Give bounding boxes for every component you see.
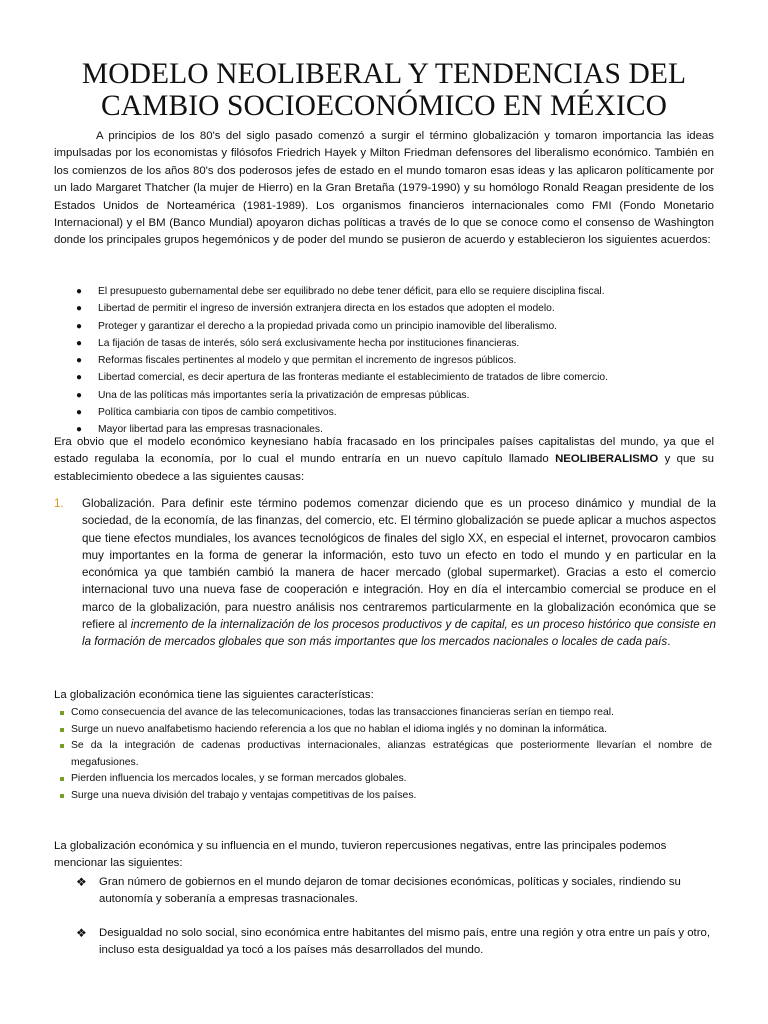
cause-text: Globalización. Para definir este término podemos comenzar diciendo que es un proceso dinámico y mundial de la sociedad, de la economía, de las finanzas, del comercio, etc. El término globalización se puede aplicar a muchos aspectos que tiene efectos mundiales, los avances tecnológicos de finales del siglo XX, en especial el internet, provocaron cambios muy importantes en la forma de generar la información, esto tuvo un efecto en todo el mundo y en particular en la económica ya que también cambió la manera de hacer mercado (global supermarket). Gracias a esto el comercio internacional tuvo una nueva fase de cooperación e integración. Hoy en día el intercambio comercial se produce en el marco de la globalización, para nuestro análisis nos centraremos particularmente en la globalización económica que se refiere al incremento de la internalización de los procesos productivos y de capital, es un proceso histórico que consiste en la formación de mercados globales que son más importantes que los mercados nacionales o locales de cada país. xyxy=(82,497,717,649)
neoliberalism-paragraph: Era obvio que el modelo económico keynesiano había fracasado en los principales países capitalistas del mundo, ya que el estado regulaba la economía, por lo cual el mundo entraría en un nuevo capítulo llamado NEOLIBERALISMO y que su establecimiento obedece a las siguientes causas: xyxy=(54,436,714,483)
neoliberalism-term: NEOLIBERALISMO xyxy=(555,453,659,466)
document-title xyxy=(40,58,728,122)
square-bullet-icon xyxy=(60,777,64,781)
square-bullet-icon xyxy=(60,794,64,798)
bullet-icon: ● xyxy=(76,372,83,384)
repercussion-text: Desigualdad no solo social, sino económica entre habitantes del mismo país, entre una región y otra entre un país y otro, incluso esta desigualdad ya tocó a los países más desarrollados del mundo. xyxy=(99,927,711,957)
list-item: Como consecuencia del avance de las telecomunicaciones, todas las transacciones financieras serían en tiempo real. xyxy=(60,705,712,722)
list-item: ● Proteger y garantizar el derecho a la propiedad privada como un principio inamovible del liberalismo. xyxy=(76,318,716,335)
title-line-1: MODELO NEOLIBERAL Y TENDENCIAS DEL xyxy=(81,58,687,90)
agreements-list xyxy=(76,283,716,439)
bullet-icon: ● xyxy=(76,389,83,401)
list-item: ● La fijación de tasas de interés, sólo será exclusivamente hecha por instituciones financieras. xyxy=(76,335,716,352)
definition-italic: incremento de la internalización de los procesos productivos y de capital, es un proceso histórico que consiste en la formación de mercados globales que son más importantes que los mercados nacionales o locales de cada país xyxy=(82,618,717,649)
list-number: 1. xyxy=(54,497,64,510)
bullet-icon: ● xyxy=(76,424,83,436)
square-bullet-icon xyxy=(60,744,64,748)
list-item: Se da la integración de cadenas productivas internacionales, alianzas estratégicas que posteriormente llevarían el nombre de megafusiones. xyxy=(60,738,712,771)
bullet-icon: ● xyxy=(76,355,83,367)
bullet-icon: ● xyxy=(76,320,83,332)
intro-paragraph: A principios de los 80's del siglo pasado comenzó a surgir el término globalización y tomaron importancia las ideas impulsadas por los economistas y filósofos Friedrich Hayek y Milton Friedman defensores del liberalismo económico. También en los comienzos de los años 80's dos poderosos jefes de estado en el mundo tomaron esas ideas y las aplicaron políticamente por un lado Margaret Thatcher (la mujer de Hierro) en la Gran Bretaña (1979-1990) y su homólogo Ronald Reagan presidente de los Estados Unidos de Norteamérica (1981-1989). Los organismos financieros internacionales como FMI (Fondo Monetario Internacional) y el BM (Banco Mundial) apoyaron dichas políticas a través de lo que se conoce como el consenso de Washington donde los principales grupos hegemónicos y de poder del mundo se pusieron de acuerdo y establecieron los siguientes acuerdos: xyxy=(54,130,714,247)
square-bullet-icon xyxy=(60,711,64,715)
list-item: ● El presupuesto gubernamental debe ser equilibrado no debe tener déficit, para ello se requiere disciplina fiscal. xyxy=(76,283,716,300)
square-bullet-icon xyxy=(60,728,64,732)
characteristics-heading: La globalización económica tiene las siguientes características: xyxy=(54,689,374,701)
list-item: ● Reformas fiscales pertinentes al modelo y que permitan el incremento de ingresos públicos. xyxy=(76,352,716,369)
repercussion-text: Gran número de gobiernos en el mundo dejaron de tomar decisiones económicas, políticas y sociales, rindiendo su autonomía y soberanía a empresas trasnacionales. xyxy=(99,876,681,906)
title-line-2: CAMBIO SOCIOECONÓMICO EN MÉXICO xyxy=(100,90,668,122)
diamond-bullet-icon: ❖ xyxy=(76,926,87,940)
diamond-bullet-icon: ❖ xyxy=(76,875,87,889)
characteristics-list xyxy=(60,705,712,805)
bullet-icon: ● xyxy=(76,337,83,349)
list-item: ● Libertad comercial, es decir apertura de las fronteras mediante el establecimiento de tratados de libre comercio. xyxy=(76,369,716,386)
list-item: Pierden influencia los mercados locales, y se forman mercados globales. xyxy=(60,771,712,788)
bullet-icon: ● xyxy=(76,303,83,315)
list-item: ● Libertad de permitir el ingreso de inversión extranjera directa en los estados que adopten el modelo. xyxy=(76,300,716,317)
list-item: Surge un nuevo analfabetismo haciendo referencia a los que no hablan el idioma inglés y no dominan la informática. xyxy=(60,722,712,739)
list-item: ● Política cambiaria con tipos de cambio competitivos. xyxy=(76,404,716,421)
repercussions-paragraph: La globalización económica y su influencia en el mundo, tuvieron repercusiones negativas, entre las principales podemos mencionar las siguientes: xyxy=(54,840,667,870)
bullet-icon: ● xyxy=(76,407,83,419)
bullet-icon: ● xyxy=(76,286,83,297)
list-item: Surge una nueva división del trabajo y ventajas competitivas de los países. xyxy=(60,788,712,805)
list-item: ● Una de las políticas más importantes sería la privatización de empresas públicas. xyxy=(76,387,716,404)
list-item: ● Mayor libertad para las empresas trasnacionales. xyxy=(76,421,716,438)
